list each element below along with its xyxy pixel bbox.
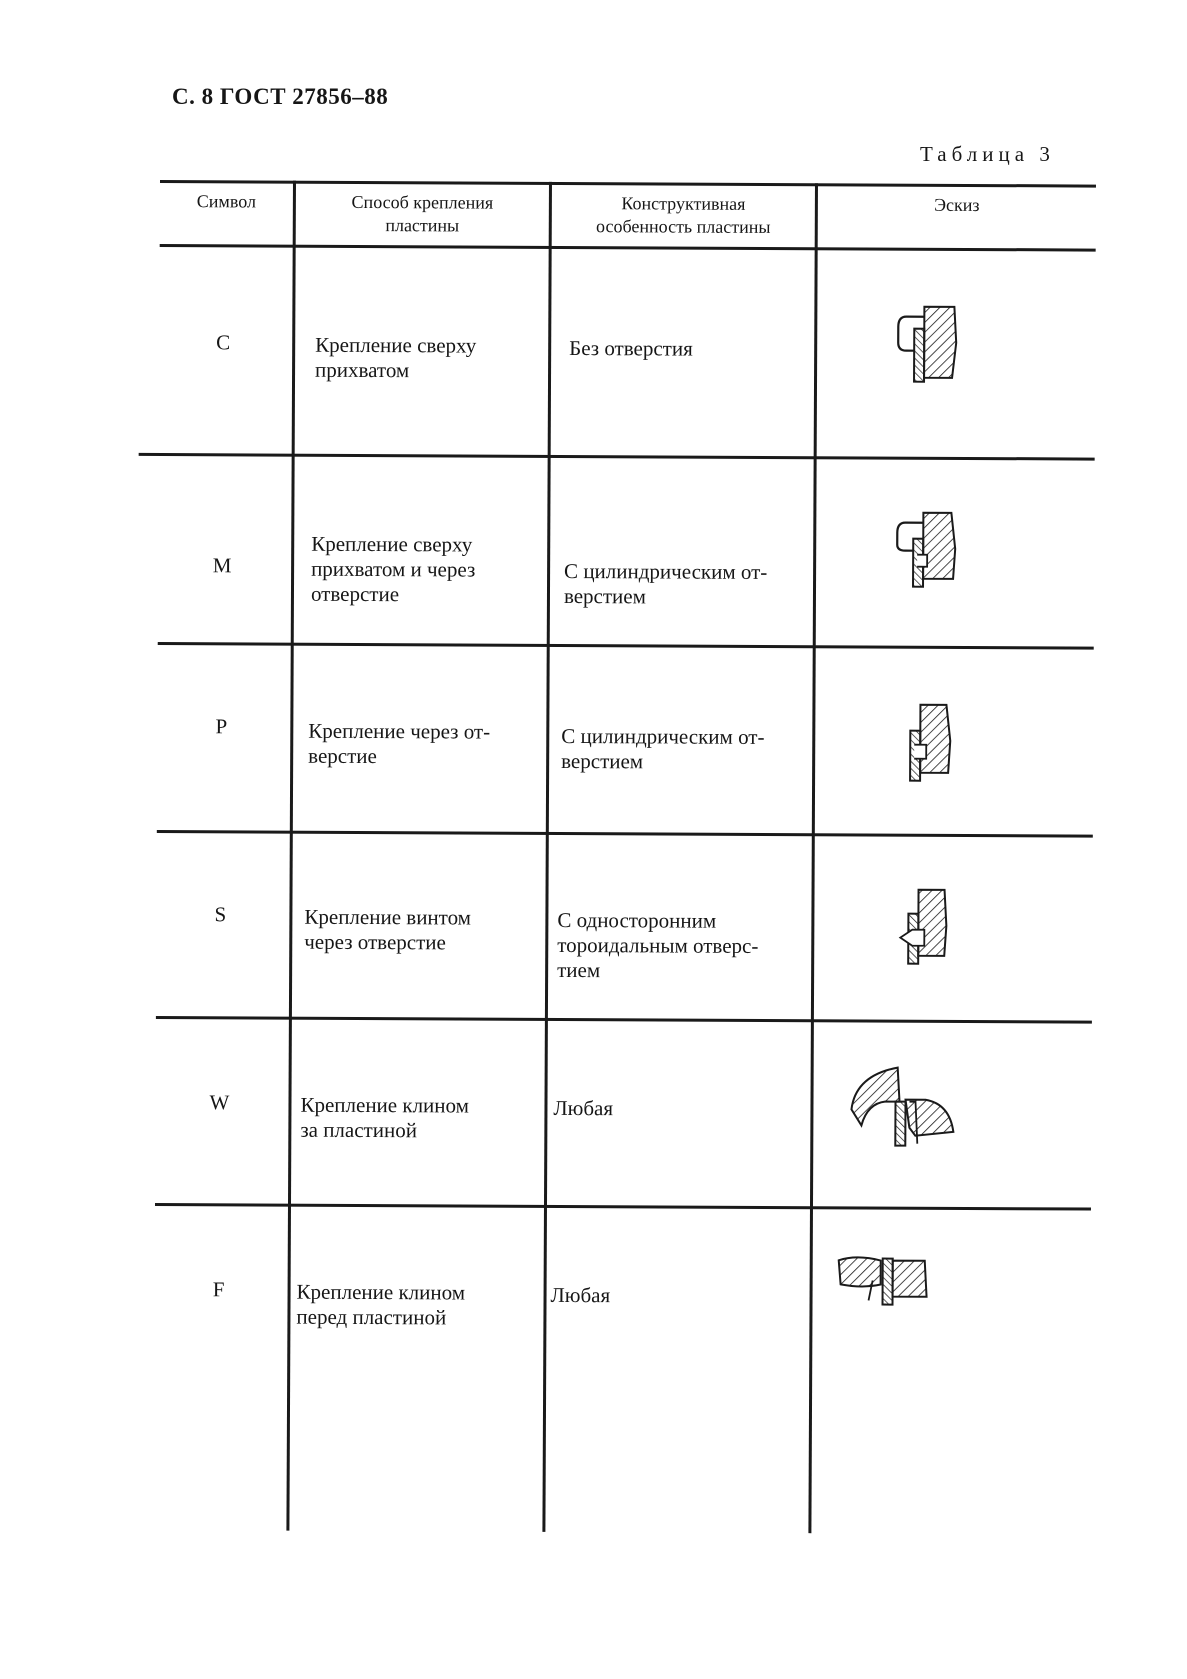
feature-cell: Без отверстия xyxy=(569,336,693,361)
feature-cell: Любая xyxy=(553,1095,614,1121)
method-cell: Крепление клином перед пластиной xyxy=(296,1279,466,1330)
symbol-cell: F xyxy=(212,1277,225,1302)
table-caption: Таблица 3 xyxy=(920,142,1055,166)
clamp-top-sketch xyxy=(894,303,964,388)
page-header: С. 8 ГОСТ 27856–88 xyxy=(172,84,389,109)
feature-cell: С односторонним тороидальным отверс- тием xyxy=(557,907,759,983)
table-rule xyxy=(157,830,1093,838)
table-rule xyxy=(158,642,1094,650)
feature-cell: С цилиндрическим от- верстием xyxy=(561,723,765,774)
table-rule xyxy=(139,453,1095,461)
symbol-cell: C xyxy=(216,330,231,355)
method-cell: Крепление сверху прихватом и через отверстие xyxy=(310,531,476,607)
column-header-feature: Конструктивная особенность пластины xyxy=(595,193,771,237)
screw-mount-sketch xyxy=(886,886,956,971)
method-cell: Крепление клином за пластиной xyxy=(300,1092,470,1143)
symbol-cell: P xyxy=(215,714,228,739)
data-table xyxy=(153,180,1096,1535)
table-rule xyxy=(155,1203,1091,1211)
symbol-cell: W xyxy=(209,1090,230,1115)
wedge-front-sketch xyxy=(834,1250,944,1331)
table-rule xyxy=(160,180,1096,188)
column-header-method: Способ крепления пластины xyxy=(351,191,494,236)
feature-cell: С цилиндрическим от- верстием xyxy=(563,558,768,609)
clamp-top-and-hole-sketch xyxy=(893,509,963,594)
column-header-symbol: Символ xyxy=(196,191,257,212)
method-cell: Крепление через от- верстие xyxy=(308,718,491,769)
column-header-sketch: Эскиз xyxy=(934,194,980,216)
method-cell: Крепление винтом через отверстие xyxy=(304,904,472,955)
hole-mount-sketch xyxy=(892,701,962,786)
symbol-cell: M xyxy=(212,553,232,578)
table-rule xyxy=(156,1016,1092,1024)
symbol-cell: S xyxy=(214,902,227,927)
table-column-rule xyxy=(808,183,818,1533)
feature-cell: Любая xyxy=(550,1282,611,1308)
table-column-rule xyxy=(542,182,552,1532)
method-cell: Крепление сверху прихватом xyxy=(315,332,477,383)
wedge-behind-sketch xyxy=(845,1061,965,1152)
table-rule xyxy=(160,244,1096,252)
table-column-rule xyxy=(286,181,296,1531)
